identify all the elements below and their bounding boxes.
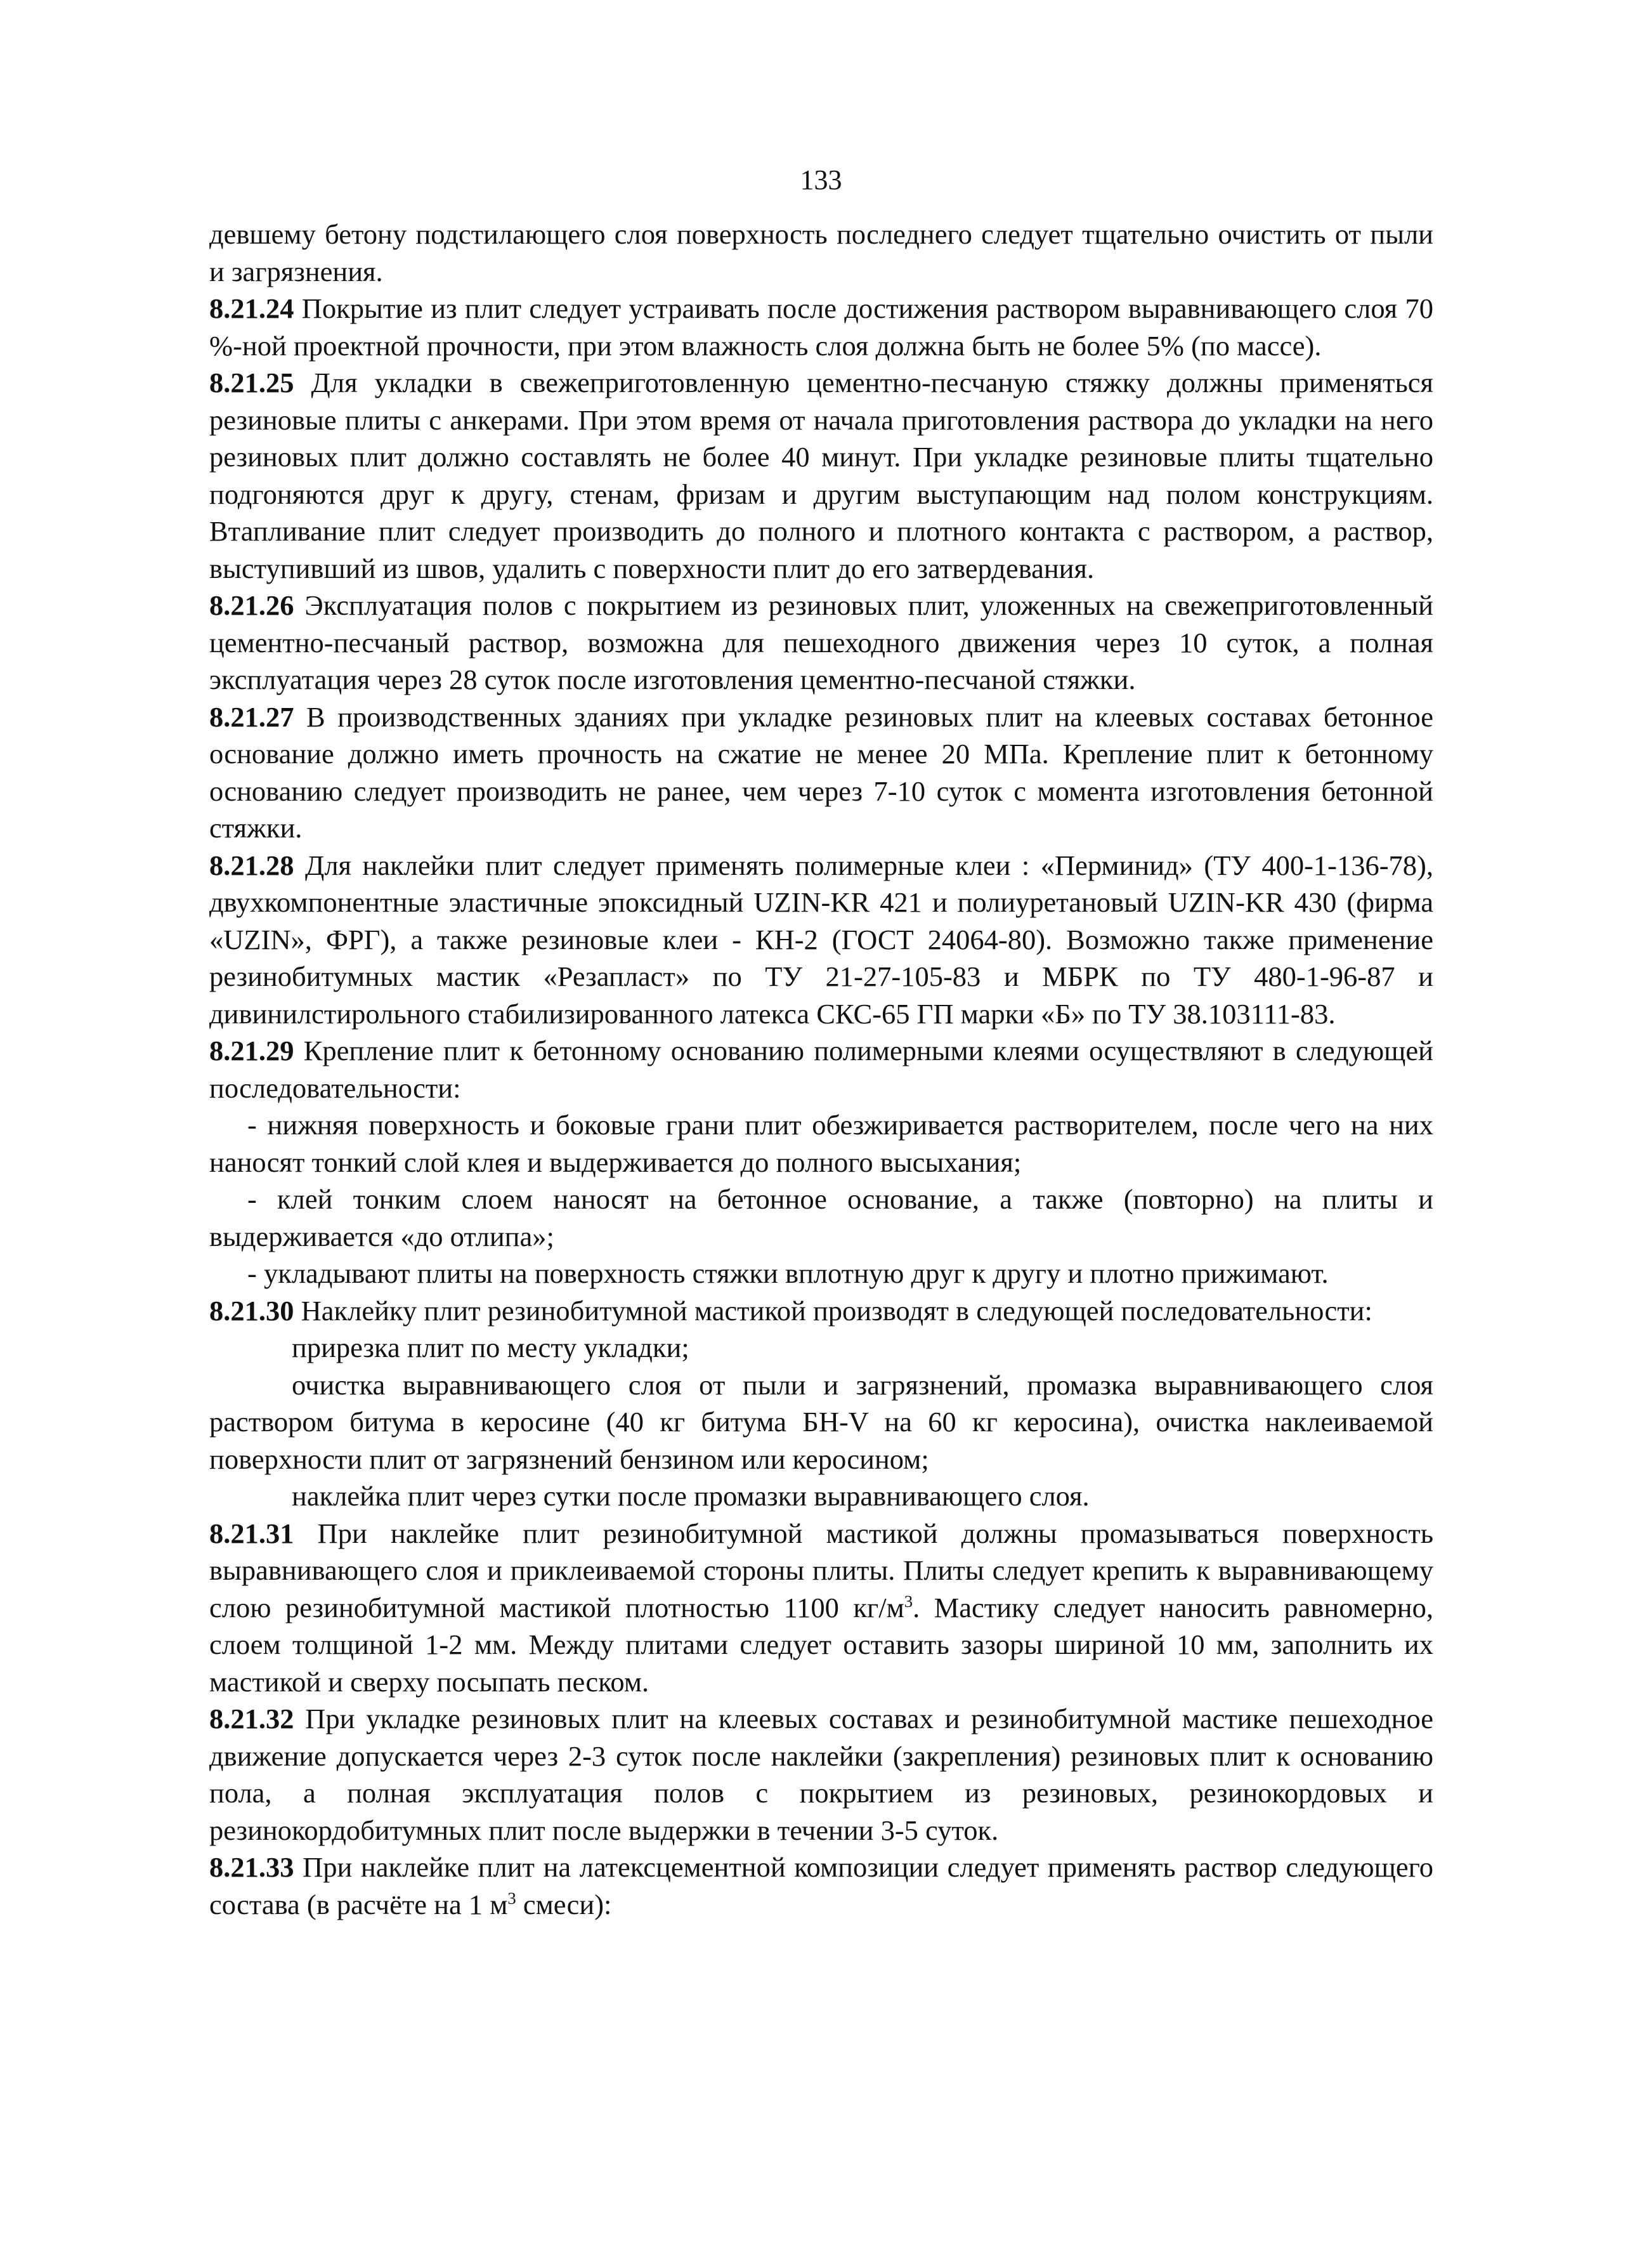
clause-number: 8.21.26: [209, 589, 294, 621]
clause-8-21-31: [209, 1515, 1433, 1701]
clause-8-21-33: [209, 1849, 1433, 1923]
list-item: [209, 1181, 1433, 1255]
clause-number: 8.21.33: [209, 1851, 294, 1883]
list-item: [209, 1255, 1433, 1292]
clause-8-21-30: [209, 1292, 1433, 1330]
paragraph: [209, 216, 1433, 290]
clause-number: 8.21.25: [209, 367, 294, 398]
clause-8-21-27: [209, 698, 1433, 847]
clause-text: Покрытие из плит следует устраивать после достижения раствором выравнивающего слоя 70 %-ной проектной прочности, при этом влажность слоя должна быть не более 5% (по массе).: [209, 292, 1433, 362]
list-item-text: - нижняя поверхность и боковые грани плит обезжиривается растворителем, после чего на них наносят тонкий слой клея и выдерживается до полного высыхания;: [209, 1109, 1433, 1178]
list-item-text: очистка выравнивающего слоя от пыли и загрязнений, промазка выравнивающего слоя раствором битума в керосине (40 кг битума БН-V на 60 кг керосина), очистка наклеиваемой поверхности плит от загрязнений бензином или керосином;: [209, 1368, 1433, 1475]
list-item: [209, 1478, 1433, 1515]
list-item-text: наклейка плит через сутки после промазки выравнивающего слоя.: [292, 1480, 1090, 1512]
clause-text: При наклейке плит на латексцементной композиции следует применять раствор следующего состава (в расчёте на 1 м: [209, 1851, 1433, 1920]
clause-text: Крепление плит к бетонному основанию полимерными клеями осуществляют в следующей последовательности:: [209, 1035, 1433, 1104]
clause-text: В производственных зданиях при укладке резиновых плит на клеевых составах бетонное основание должно иметь прочность на сжатие не менее 20 МПа. Крепление плит к бетонному основанию следует производить не ранее, чем через 7-10 суток с момента изготовления бетонной стяжки.: [209, 700, 1433, 844]
clause-number: 8.21.28: [209, 849, 294, 881]
clause-text: При наклейке плит резинобитумной мастикой должны промазываться поверхность выравнивающего слоя и приклеиваемой стороны плиты. Плиты следует крепить к выравнивающему слою резинобитумной мастикой плотностью 1100 кг/м: [209, 1517, 1433, 1623]
clause-8-21-29: [209, 1032, 1433, 1106]
document-body: [209, 216, 1433, 1923]
list-item-text: - клей тонким слоем наносят на бетонное основание, а также (повторно) на плиты и выдерживается «до отлипа»;: [209, 1183, 1433, 1252]
clause-number: 8.21.29: [209, 1035, 294, 1066]
clause-8-21-24: [209, 290, 1433, 364]
clause-text: Для наклейки плит следует применять полимерные клеи : «Перминид» (ТУ 400-1-136-78), двухкомпонентные эластичные эпоксидный UZIN-KR 421 и полиуретановый UZIN-KR 430 (фирма «UZIN», ФРГ), а также резиновые клеи - КН-2 (ГОСТ 24064-80). Возможно также применение резинобитумных мастик «Резапласт» по ТУ 21-27-105-83 и МБРК по ТУ 480-1-96-87 и дивинилстирольного стабилизированного латекса СКС-65 ГП марки «Б» по ТУ 38.103111-83.: [209, 849, 1433, 1030]
list-item: [209, 1329, 1433, 1367]
clause-number: 8.21.27: [209, 700, 294, 733]
superscript: 3: [507, 1888, 516, 1908]
clause-8-21-25: [209, 364, 1433, 587]
clause-8-21-28: [209, 847, 1433, 1033]
page-number: 133: [800, 164, 842, 195]
clause-text: Для укладки в свежеприготовленную цементно-песчаную стяжку должны применяться резиновые плиты с анкерами. При этом время от начала приготовления раствора до укладки на него резиновых плит должно составлять не более 40 минут. При укладке резиновые плиты тщательно подгоняются друг к другу, стенам, фризам и другим выступающим над полом конструкциям. Втапливание плит следует производить до полного и плотного контакта с раствором, а раствор, выступивший из швов, удалить с поверхности плит до его затвердевания.: [209, 367, 1433, 584]
clause-text-continued: . Мастику следует наносить равномерно, слоем толщиной 1-2 мм. Между плитами следует оставить зазоры шириной 10 мм, заполнить их мастикой и сверху посыпать песком.: [209, 1591, 1433, 1698]
list-item-text: - укладывают плиты на поверхность стяжки вплотную друг к другу и плотно прижимают.: [247, 1257, 1329, 1289]
list-item: [209, 1106, 1433, 1181]
clause-number: 8.21.24: [209, 292, 294, 324]
list-item-text: прирезка плит по месту укладки;: [292, 1332, 689, 1363]
clause-text: При укладке резиновых плит на клеевых составах и резинобитумной мастике пешеходное движение допускается через 2-3 суток после наклейки (закрепления) резиновых плит к основанию пола, а полная эксплуатация полов с покрытием из резиновых, резинокордовых и резинокордобитумных плит после выдержки в течении 3-5 суток.: [209, 1703, 1433, 1846]
clause-text-continued: смеси):: [516, 1888, 612, 1920]
clause-text: Наклейку плит резинобитумной мастикой производят в следующей последовательности:: [294, 1294, 1372, 1327]
clause-number: 8.21.32: [209, 1703, 294, 1734]
clause-number: 8.21.31: [209, 1517, 294, 1549]
paragraph-text: девшему бетону подстилающего слоя поверхность последнего следует тщательно очистить от пыли и загрязнения.: [209, 218, 1433, 287]
superscript: 3: [904, 1591, 913, 1611]
clause-8-21-32: [209, 1700, 1433, 1849]
list-item: [209, 1367, 1433, 1478]
clause-8-21-26: [209, 587, 1433, 698]
clause-number: 8.21.30: [209, 1294, 294, 1327]
clause-text: Эксплуатация полов с покрытием из резиновых плит, уложенных на свежеприготовленный цементно-песчаный раствор, возможна для пешеходного движения через 10 суток, а полная эксплуатация через 28 суток после изготовления цементно-песчаной стяжки.: [209, 589, 1433, 695]
